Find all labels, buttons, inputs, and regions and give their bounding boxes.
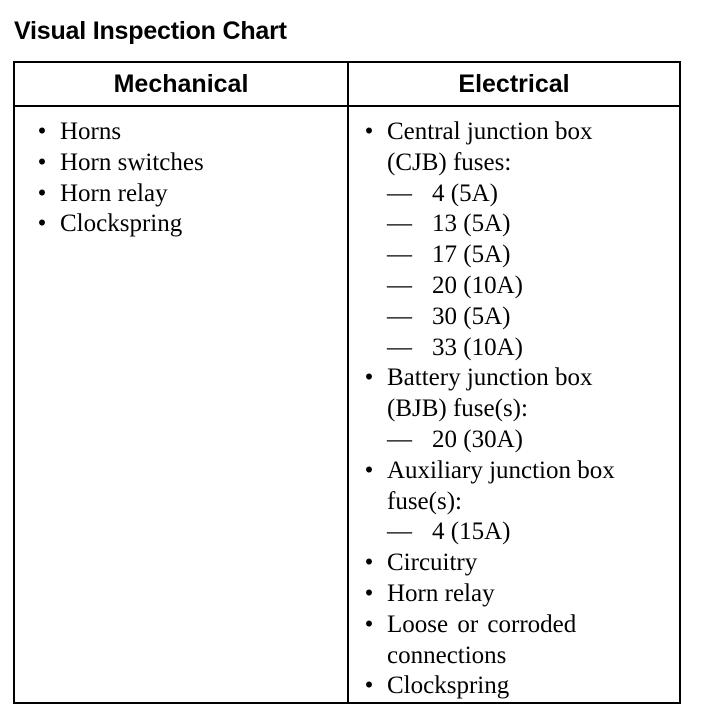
dash-icon: — — [387, 518, 412, 546]
item-text: fuse(s): — [387, 487, 462, 515]
mechanical-cell — [14, 106, 348, 703]
fuse-entry — [387, 425, 679, 456]
dash-icon: — — [387, 210, 412, 238]
fuse-entry — [387, 179, 679, 210]
electrical-list — [349, 117, 679, 702]
item-text: (CJB) fuses: — [387, 148, 512, 176]
list-item — [34, 148, 347, 179]
bullet-icon: • — [364, 118, 374, 145]
dash-icon: — — [387, 271, 412, 299]
fuse-entry — [387, 302, 679, 333]
dash-icon: — — [387, 241, 412, 269]
item-text: Horns — [60, 118, 122, 145]
fuse-entry — [387, 209, 679, 240]
item-text: Loose or corroded — [387, 610, 577, 638]
list-item-horn-relay — [361, 579, 679, 610]
list-item-clockspring — [361, 671, 679, 702]
list-item-circuitry — [361, 548, 679, 579]
fuse-value: 4 (5A) — [432, 179, 498, 207]
fuse-entry — [387, 517, 679, 548]
body-row — [14, 106, 680, 703]
header-row — [14, 62, 680, 106]
visual-inspection-table — [13, 61, 681, 704]
bullet-icon: • — [364, 672, 374, 700]
list-item-ajb — [361, 456, 679, 548]
item-text: Central junction box — [387, 118, 593, 145]
page-title: Visual Inspection Chart — [14, 17, 287, 45]
list-item-loose-connections — [361, 610, 679, 672]
bullet-icon: • — [37, 210, 47, 238]
item-text: Horn relay — [387, 579, 495, 607]
list-item — [34, 179, 347, 210]
column-header-mechanical: Mechanical — [14, 62, 348, 106]
fuse-entry — [387, 271, 679, 302]
item-text: Horn relay — [60, 179, 168, 207]
fuse-value: 20 (30A) — [432, 425, 523, 453]
mechanical-list — [15, 117, 347, 240]
item-text: Auxiliary junction box — [387, 456, 615, 484]
item-text: Clockspring — [60, 210, 183, 238]
fuse-value: 20 (10A) — [432, 271, 523, 299]
bullet-icon: • — [37, 179, 47, 207]
bullet-icon: • — [364, 456, 374, 484]
dash-icon: — — [387, 302, 412, 330]
list-item — [34, 117, 347, 148]
dash-icon: — — [387, 179, 412, 207]
bullet-icon: • — [37, 148, 47, 176]
bullet-icon: • — [364, 610, 374, 638]
column-header-electrical: Electrical — [348, 62, 680, 106]
list-item-bjb — [361, 363, 679, 455]
fuse-value: 17 (5A) — [432, 241, 511, 269]
fuse-value: 33 (10A) — [432, 333, 523, 361]
dash-icon: — — [387, 333, 412, 361]
bullet-icon: • — [364, 549, 374, 577]
item-text: Horn switches — [60, 148, 204, 176]
electrical-cell — [348, 106, 680, 703]
fuse-value: 13 (5A) — [432, 210, 511, 238]
bullet-icon: • — [364, 364, 374, 392]
item-text: Battery junction box — [387, 364, 593, 392]
fuse-value: 4 (15A) — [432, 518, 511, 546]
item-text: connections — [387, 641, 507, 669]
item-text: Clockspring — [387, 672, 510, 700]
bullet-icon: • — [37, 118, 47, 145]
bullet-icon: • — [364, 579, 374, 607]
dash-icon: — — [387, 425, 412, 453]
fuse-entry — [387, 240, 679, 271]
list-item — [34, 209, 347, 240]
list-item-cjb — [361, 117, 679, 363]
item-text: Circuitry — [387, 549, 478, 577]
item-text: (BJB) fuse(s): — [387, 395, 528, 423]
fuse-value: 30 (5A) — [432, 302, 511, 330]
fuse-entry — [387, 333, 679, 364]
